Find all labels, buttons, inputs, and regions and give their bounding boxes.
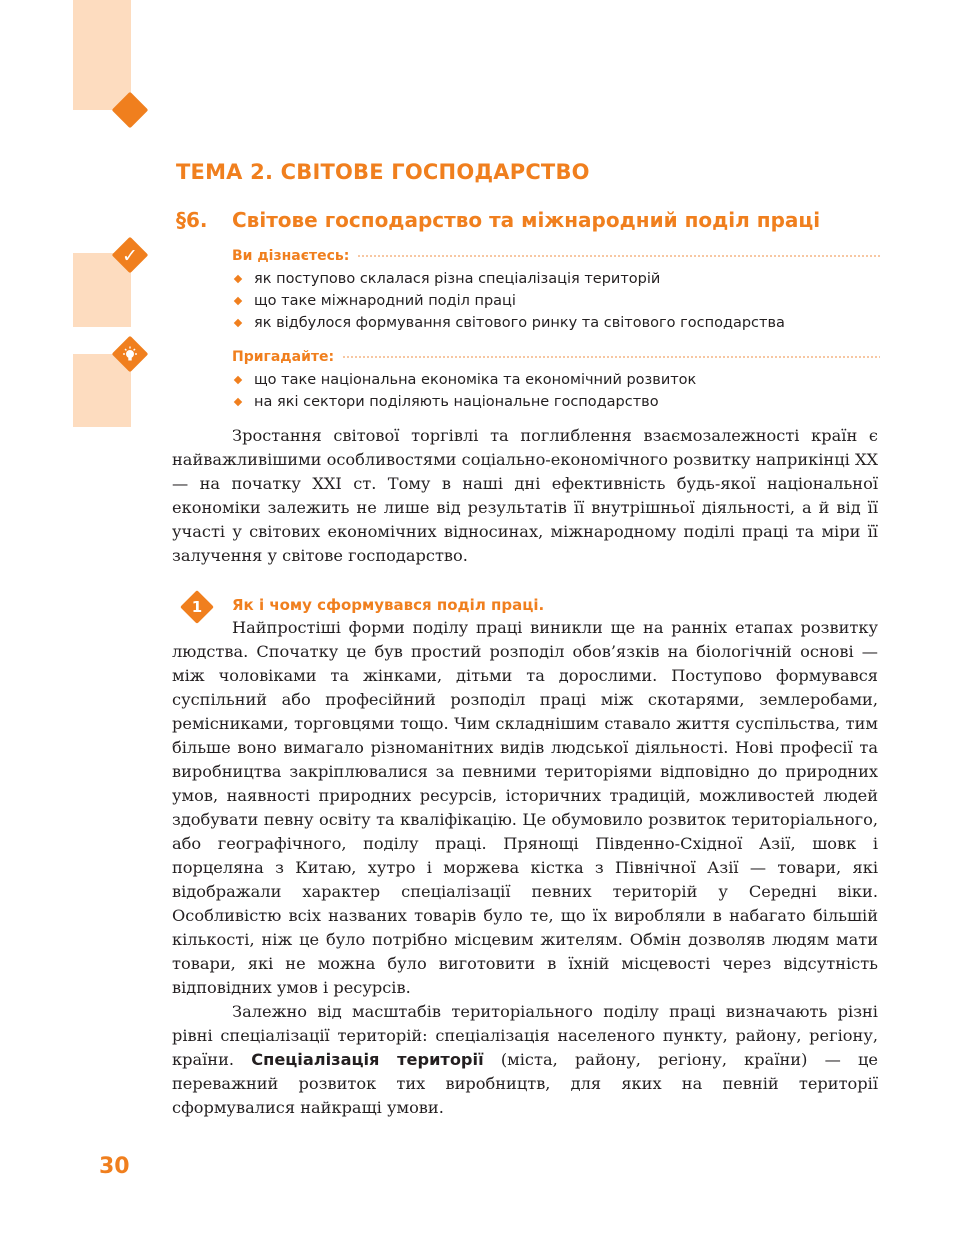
learn-list: [232, 268, 880, 334]
list-item: що таке національна економіка та економічний розвиток: [232, 369, 880, 391]
section-body: [172, 616, 878, 1120]
learn-box-header: [232, 246, 880, 266]
recall-list: [232, 369, 880, 413]
intro-paragraph: Зростання світової торгівлі та поглиблення взаємозалежності країн є найважливішими особливостями соціально-економічного розвитку наприкінці XX — на початку XXI ст. Тому в наші дні ефективність будь-якої національної економіки залежить не лише від результатів її внутрішньої діяльності, а й від її участі у світових економічних відносинах, міжнародному поділі праці та міри її залучення у світове господарство.: [172, 426, 878, 565]
list-item: що таке міжнародний поділ праці: [232, 290, 880, 312]
recall-box-heading: Пригадайте:: [232, 349, 335, 365]
section-paragraph-1: Найпростіші форми поділу праці виникли ще на ранніх етапах розвитку людства. Спочатку це був простий розподіл обов’язків на біологічній основі — між чоловіками та жінками, дітьми та дорослими. Поступово формувався суспільний або професійний розподіл праці між скотарями, землеробами, ремісниками, торговцями тощо. Чим складнішим ставало життя суспільства, тим більше воно вимагало різноманітних видів людської діяльності. Нові професії та виробництва закріплювалися за певними територіями відповідно до природних умов, наявності природних ресурсів, історичних традицій, можливостей людей здобувати певну освіту та кваліфікацію. Це обумовило розвиток територіального, або географічного, поділу праці. Прянощі Південно-Східної Азії, шовк і порцеляна з Китаю, хутро і моржева кістка з Північної Азії — товари, які відображали характер спеціалізації певних територій у Середні віки. Особливістю всіх названих товарів було те, що їх виробляли в набагато більшій кількості, ніж це було потрібно місцевим жителям. Обмін дозволяв людям мати товари, які не можна було виготовити в їхній місцевості через відсутність відповідних умов і ресурсів.: [172, 618, 878, 997]
learn-box: [232, 246, 880, 334]
section-title: Як і чому сформувався поділ праці.: [232, 596, 545, 614]
section-number: 1: [191, 598, 203, 616]
checkmark-icon: ✓: [122, 245, 138, 267]
page-number: 30: [99, 1154, 130, 1179]
list-item: як поступово склалася різна спеціалізація територій: [232, 268, 880, 290]
recall-box-header: [232, 347, 880, 367]
theme-title: ТЕМА 2. СВІТОВЕ ГОСПОДАРСТВО: [176, 160, 590, 184]
paragraph-2-start: Залежно від масштабів територіального поділу праці визначають різні рівні спеціалізації територій: спеціалізація населеного пункту, району, регіону, країни.: [172, 1002, 878, 1069]
recall-box: [232, 347, 880, 413]
intro-text: [172, 424, 878, 568]
section-paragraph-2: [172, 1000, 878, 1120]
paragraph-2-end: (міста, району, регіону, країни) — це переважний розвиток тих виробництв, для яких на певній території сформувалися найкращі умови.: [172, 1050, 878, 1117]
lightbulb-icon: [117, 342, 143, 372]
learn-box-heading: Ви дізнаєтесь:: [232, 248, 350, 264]
dotted-rule: [357, 253, 880, 259]
side-decoration-top: [73, 0, 131, 110]
definition-term: Спеціалізація території: [251, 1050, 484, 1069]
paragraph-title-text: Світове господарство та міжнародний поділ праці: [232, 208, 821, 232]
paragraph-title: [176, 208, 820, 232]
paragraph-number: §6.: [176, 208, 208, 232]
list-item: на які сектори поділяють національне господарство: [232, 391, 880, 413]
dotted-rule: [342, 354, 880, 360]
list-item: як відбулося формування світового ринку та світового господарства: [232, 312, 880, 334]
